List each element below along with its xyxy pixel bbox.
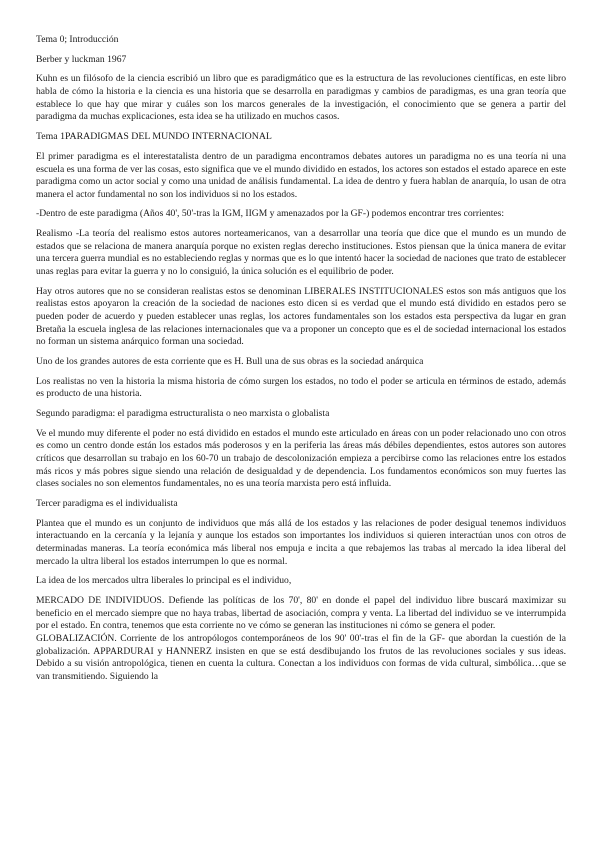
- document-page: [36, 34, 566, 683]
- intro-heading: Tema 0; Introducción: [36, 34, 119, 45]
- currents-paragraph: -Dentro de este paradigma (Años 40', 50'-tras la IGM, IIGM y amenazados por la GF-) podemos encontrar tres corrientes:: [36, 208, 505, 220]
- kuhn-paragraph: Kuhn es un filósofo de la ciencia escribió un libro que es paradigmático que es la estructura de las revoluciones científicas, en este libro habla de cómo la historia e la ciencia es una historia que se desarrolla en paradigmas y cambios de paradigmas, es una gran teoría que establece lo que hay que mirar y cuáles son los marcos generales de la investigación, el conocimiento que se genera a partir del paradigma da muchas explicaciones, esta idea se ha utilizado en muchos casos.: [36, 73, 566, 123]
- liberal-institutionalists-paragraph: Hay otros autores que no se consideran realistas estos se denominan LIBERALES INSTITUCIONALES estos son más antiguos que los realistas estos apoyaron la creación de la sociedad de naciones esto dicen si es verdad que el mundo está dividido en estados pero se pueden poder de acuerdo y pueden establecer unas reglas, los actores fundamentales son los estados esta perspectiva da lugar en gran Bretaña la escuela inglesa de las relaciones internacionales que va a proponer un concepto que es el de sociedad internacional los estados no forman un sistema anárquico forman una sociedad.: [36, 285, 566, 348]
- third-paradigm-paragraph: Plantea que el mundo es un conjunto de individuos que más allá de los estados y las relaciones de poder desigual tenemos individuos interactuando en la cercanía y la lejanía y aunque los estados son importantes los individuos si quieren interactúan unos con otros de determinadas maneras. La teoría económica más liberal nos empuja e incita a que rebajemos las trabas al mercado la idea liberal del mercado la ultra liberal los estados interrumpen lo que es normal.: [36, 517, 566, 567]
- topic-1-heading: Tema 1PARADIGMAS DEL MUNDO INTERNACIONAL: [36, 130, 272, 142]
- realism-paragraph: Realismo -La teoría del realismo estos autores norteamericanos, van a desarrollar una teoría que dice que el mundo es un mundo de estados que se relaciona de manera anarquía porque no existen reglas derecho instituciones. Estos piensan que la única manera de evitar una tercera guerra mundial es no estableciendo reglas y normas que es lo que intentó hacer la sociedad de naciones que trato de establecer unas reglas para evitar la guerra y no lo consiguió, la única solución es el equilibrio de poder.: [36, 228, 566, 278]
- ultraliberal-markets-paragraph: La idea de los mercados ultra liberales lo principal es el individuo,: [36, 575, 292, 587]
- bull-paragraph: Uno de los grandes autores de esta corriente que es H. Bull una de sus obras es la sociedad anárquica: [36, 356, 424, 368]
- individuals-market-paragraph: MERCADO DE INDIVIDUOS. Defiende las políticas de los 70', 80' en donde el papel del individuo libre buscará maximizar su beneficio en el mercado siempre que no haya trabas, libertad de asociación, compra y venta. La libertad del individuo se ve interrumpida por el estado. En contra, tenemos que esta corriente no ve cómo se generan las instituciones ni cómo se genera el poder.: [36, 594, 566, 632]
- globalization-paragraph: GLOBALIZACIÓN. Corriente de los antropólogos contemporáneos de los 90' 00'-tras el fin de la GF- que abordan la cuestión de la globalización. APPARDURAI y HANNERZ insisten en que se está desdibujando los frutos de las revoluciones sociales y sus ideas. Debido a su visión antropológica, tienen en cuenta la cultura. Conectan a los individuos con formas de vida cultural, simbólica…que se van transmitiendo. Siguiendo la: [36, 632, 566, 682]
- second-paradigm-heading: Segundo paradigma: el paradigma estructuralista o neo marxista o globalista: [36, 408, 330, 420]
- third-paradigm-heading: Tercer paradigma es el individualista: [36, 497, 178, 509]
- first-paradigm-paragraph: El primer paradigma es el interestatalista dentro de un paradigma encontramos debates autores un paradigma no es una teoría ni una escuela es una forma de ver las cosas, esto significa que ve el mundo dividido en estados, los actores son estados el estado aparece en este paradigma como un actor social y como una unidad de análisis fundamental. La idea de dentro y fuera hablan de anarquía, lo usan de otra manera el actor fundamental no son los individuos si no los estados.: [36, 150, 566, 200]
- second-paradigm-paragraph: Ve el mundo muy diferente el poder no está dividido en estados el mundo este articulado en áreas con un poder relacionado uno con otros es como un centro donde están los estados más poderosos y en la periferia las áreas más débiles dependientes, estos autores son autores críticos que desarrollan su trabajo en los 60-70 un trabajo de descolonización empieza a percibirse como las relaciones entre los estados más ricos y más pobres sigue siendo una relación de desigualdad y de dependencia. Los fundamentos económicos son muy fuertes las clases sociales no son elementos fundamentales, no es una teoría marxista pero está influida.: [36, 427, 566, 490]
- realists-history-paragraph: Los realistas no ven la historia la misma historia de cómo surgen los estados, no todo el poder se articula en términos de estado, además es producto de una historia.: [36, 375, 566, 400]
- authors-line: Berber y luckman 1967: [36, 53, 127, 65]
